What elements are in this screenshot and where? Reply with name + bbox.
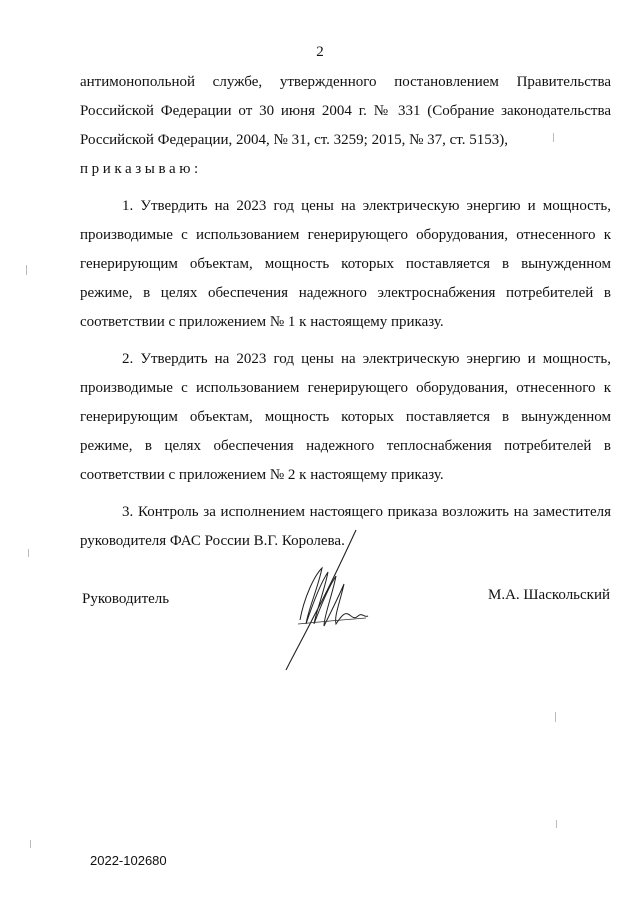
scan-speck: [553, 133, 554, 142]
paragraph-item-3: 3. Контроль за исполнением настоящего приказа возложить на заместителя руководителя ФАС России В.Г. Королева.: [80, 504, 611, 549]
scan-speck: [555, 712, 556, 722]
document-body: [80, 68, 611, 556]
paragraph-item-2: 2. Утвердить на 2023 год цены на электрическую энергию и мощность, производимые с использованием генерирующего оборудования, отнесенного к генерирующим объектам, мощность которых поставляется в вынужденном режиме, в целях обеспечения надежного теплоснабжения потребителей в соответствии с приложением № 2 к настоящему приказу.: [80, 351, 611, 483]
scan-speck: [28, 549, 29, 557]
scan-speck: [26, 265, 27, 275]
page-number: 2: [316, 44, 324, 60]
signatory-name: М.А. Шаскольский: [488, 587, 611, 603]
paragraph-item-1: 1. Утвердить на 2023 год цены на электрическую энергию и мощность, производимые с использованием генерирующего оборудования, отнесенного к генерирующим объектам, мощность которых поставляется в вынужденном режиме, в целях обеспечения надежного электроснабжения потребителей в соответствии с приложением № 1 к настоящему приказу.: [80, 198, 611, 330]
signatory-title: Руководитель: [82, 591, 170, 607]
paragraph-prikazyvayu: приказываю:: [80, 161, 202, 177]
scan-speck: [556, 820, 557, 828]
paragraph-continuation: антимонопольной службе, утвержденного постановлением Правительства Российской Федерации от 30 июня 2004 г. № 331 (Собрание законодательства Российской Федерации, 2004, № 31, ст. 3259; 2015, № 37, ст. 5153),: [80, 74, 611, 148]
document-number: 2022-102680: [90, 853, 167, 868]
scan-speck: [30, 840, 31, 848]
handwritten-signature: [278, 528, 378, 673]
